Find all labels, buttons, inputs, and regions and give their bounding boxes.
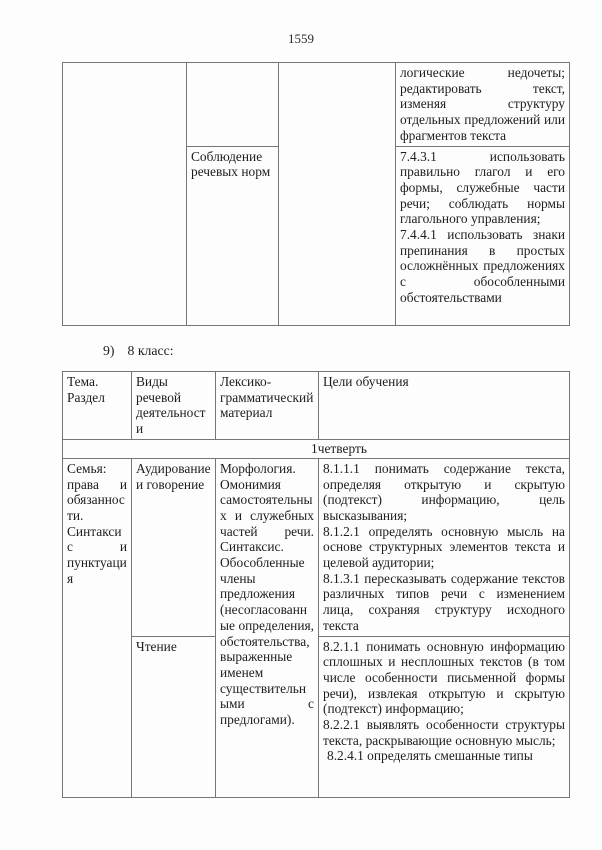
list-item-grade8 <box>103 343 174 359</box>
grade8-curriculum-table <box>62 371 570 798</box>
table1-row2-goals-cell <box>396 146 570 325</box>
activity-reading-cell <box>132 636 216 797</box>
header-goals-cell <box>319 372 570 440</box>
quarter-label: 1четверть <box>311 440 367 456</box>
goal-8111: 8.1.1.1 понимать содержание текста, определяя открытую и скрытую (подтекст) информацию, цель высказывания; <box>323 460 565 523</box>
table2-quarter-row <box>63 439 570 458</box>
header-activity: Виды речевой деятельности <box>136 374 206 437</box>
goal-continuation-text: логические недочеты; редактировать текст, изменяя структуру отдельных предложений или фрагментов текста <box>400 65 565 143</box>
activity-reading: Чтение <box>136 638 177 654</box>
table1-row-1 <box>63 63 570 147</box>
goal-7431: 7.4.3.1 использовать правильно глагол и его формы, служебные части речи; соблюдать нормы глагольного управления; <box>400 148 565 227</box>
table2-header-row <box>63 372 570 440</box>
goal-8211: 8.2.1.1 понимать основную информацию сплошных и несплошных текстов (в том числе особенности письменной формы речи), извлекая открытую и скрытую (подтекст) информацию; <box>323 638 565 717</box>
theme-text: Семья: права и обязанности. Синтаксис и пунктуация <box>67 460 127 586</box>
table2-data-row-sub1 <box>63 458 570 636</box>
norms-label: Соблюдение речевых норм <box>191 148 271 180</box>
header-theme-cell <box>63 372 132 440</box>
material-text: Морфология. Омонимия самостоятельных и служебных частей речи. Синтаксис. Обособленные члены предложения (несогласованные определения, обстоятельства, выраженные именем существительными с предлогами). <box>220 460 314 728</box>
header-material-cell <box>216 372 319 440</box>
goal-8121: 8.1.2.1 определять основную мысль на основе структурных элементов текста и целевой аудитории; <box>323 523 565 571</box>
goals-reading-cell <box>319 636 570 797</box>
table1-row1-goals-cell <box>396 63 570 147</box>
page-number: 1559 <box>288 31 314 46</box>
list-item-text: 8 класс: <box>127 343 174 358</box>
header-material: Лексико-грамматический материал <box>220 374 314 421</box>
goal-8241: 8.2.4.1 определять смешанные типы <box>327 748 533 764</box>
table1-col1-empty-cell <box>63 63 187 326</box>
speech-norms-table-fragment <box>62 62 570 326</box>
header-goals: Цели обучения <box>323 374 409 389</box>
header-theme: Тема. Раздел <box>67 374 105 405</box>
goal-8221: 8.2.2.1 выявлять особенности структуры текста, раскрывающие основную мысль; <box>323 717 565 748</box>
material-cell <box>216 458 319 797</box>
goal-7441: 7.4.4.1 использовать знаки препинания в простых осложнённых предложениях с обособленными обстоятельствами <box>400 227 565 305</box>
goals-listening-speaking-cell <box>319 458 570 636</box>
quarter-cell <box>63 439 570 458</box>
table1-row1-col2-empty-cell <box>187 63 279 147</box>
header-activity-cell <box>132 372 216 440</box>
activity-listening-speaking-cell <box>132 458 216 636</box>
list-item-marker: 9) <box>103 343 115 358</box>
activity-listening-speaking: Аудирование и говорение <box>136 460 211 492</box>
theme-cell <box>63 458 132 797</box>
table1-row2-norms-label-cell <box>187 146 279 325</box>
table1-col3-empty-cell <box>279 63 396 326</box>
goal-8131: 8.1.3.1 пересказывать содержание текстов различных типов речи с изменением лица, сохраняя структуру исходного текста <box>323 570 565 633</box>
